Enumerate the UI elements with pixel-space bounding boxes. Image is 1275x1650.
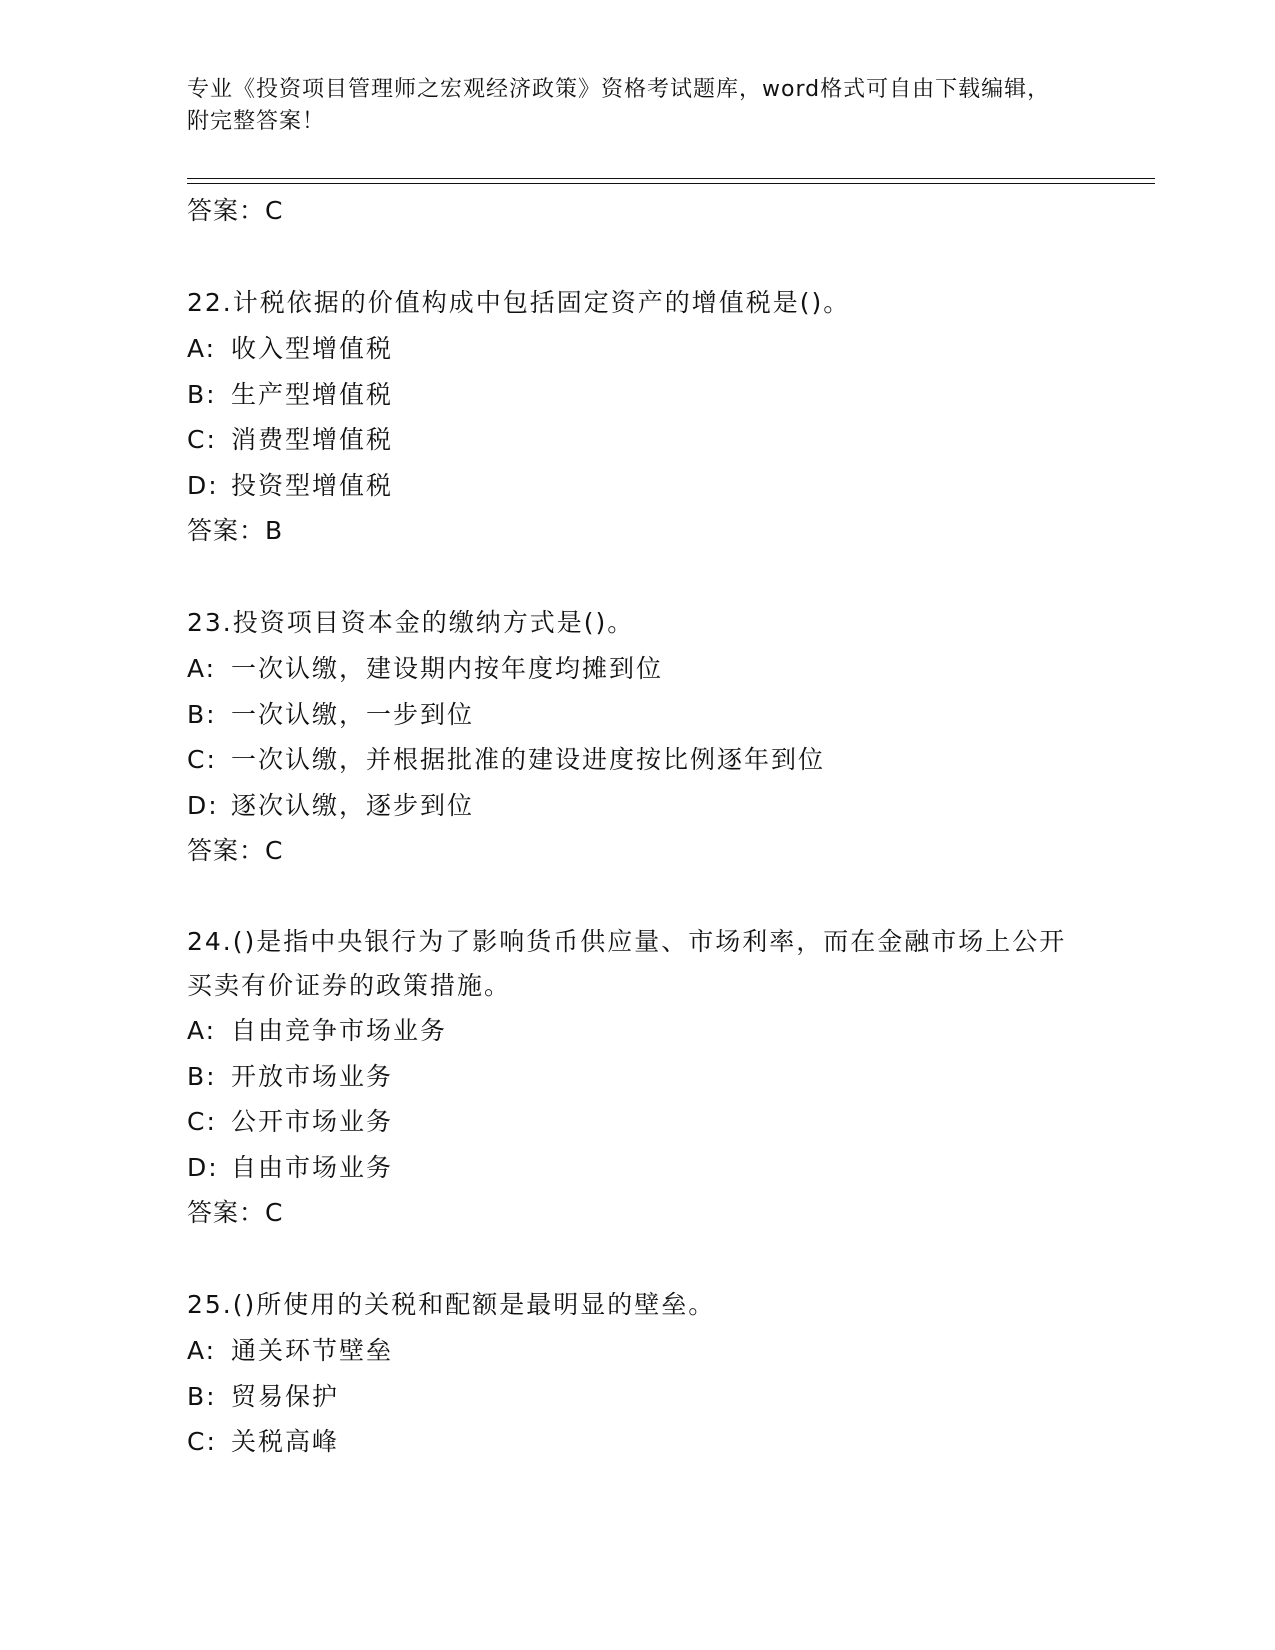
option-key: B: [187,699,217,729]
option-key: B: [187,1061,217,1091]
option-key: B: [187,1381,217,1411]
option-text: 开放市场业务 [231,1061,394,1091]
question-stem: 25.()所使用的关税和配额是最明显的壁垒。 [187,1290,716,1319]
option-line [187,1008,1087,1054]
question-block [187,280,1087,554]
question-block [187,600,1087,874]
option-text: 贸易保护 [231,1381,340,1411]
question-stem: 24.()是指中央银行为了影响货币供应量、市场利率，而在金融市场上公开买卖有价证券的政策措施。 [187,927,1067,1000]
option-text: 自由市场业务 [231,1152,394,1182]
option-key: D: [187,790,219,820]
option-text: 自由竞争市场业务 [231,1016,448,1045]
option-key: A: [187,334,217,363]
header-rule-top [187,178,1155,179]
option-key: A: [187,1336,217,1365]
option-text: 公开市场业务 [231,1107,394,1136]
option-text: 一次认缴，并根据批准的建设进度按比例逐年到位 [231,745,826,774]
header-rule-bottom [187,183,1155,184]
answer-line: 答案：C [187,196,284,225]
option-text: 逐次认缴，逐步到位 [231,790,475,820]
option-text: 消费型增值税 [231,425,394,454]
option-line [187,783,1087,829]
option-line [187,1054,1087,1100]
option-line [187,1374,1087,1420]
option-key: D: [187,1152,219,1182]
option-line [187,463,1087,509]
option-line [187,737,1087,783]
option-text: 一次认缴，一步到位 [231,699,475,729]
option-line [187,372,1087,418]
question-block [187,1282,1087,1465]
option-line [187,1145,1087,1191]
question-stem: 22.计税依据的价值构成中包括固定资产的增值税是()。 [187,288,851,317]
answer-line: 答案：C [187,1198,284,1227]
option-line [187,1419,1087,1465]
option-line [187,326,1087,372]
option-text: 收入型增值税 [231,334,394,363]
option-text: 一次认缴，建设期内按年度均摊到位 [231,654,664,683]
option-text: 投资型增值税 [231,470,394,500]
option-key: C: [187,1107,217,1136]
option-text: 关税高峰 [231,1427,340,1456]
question-stem: 23.投资项目资本金的缴纳方式是()。 [187,608,635,637]
option-line [187,646,1087,692]
option-key: A: [187,654,217,683]
option-text: 生产型增值税 [231,379,394,409]
option-line [187,1099,1087,1145]
option-key: C: [187,745,217,774]
document-intro: 专业《投资项目管理师之宏观经济政策》资格考试题库，word格式可自由下载编辑，附完整答案！ [187,77,1051,134]
answer-line: 答案：B [187,516,284,545]
question-list [187,188,1087,1465]
option-key: B: [187,379,217,409]
option-key: D: [187,470,219,500]
question-block [187,920,1087,1236]
option-key: C: [187,1427,217,1456]
option-key: C: [187,425,217,454]
option-line [187,417,1087,463]
answer-line: 答案：C [187,836,284,865]
option-key: A: [187,1016,217,1045]
option-line [187,1328,1087,1374]
option-line [187,692,1087,738]
option-text: 通关环节壁垒 [231,1336,394,1365]
